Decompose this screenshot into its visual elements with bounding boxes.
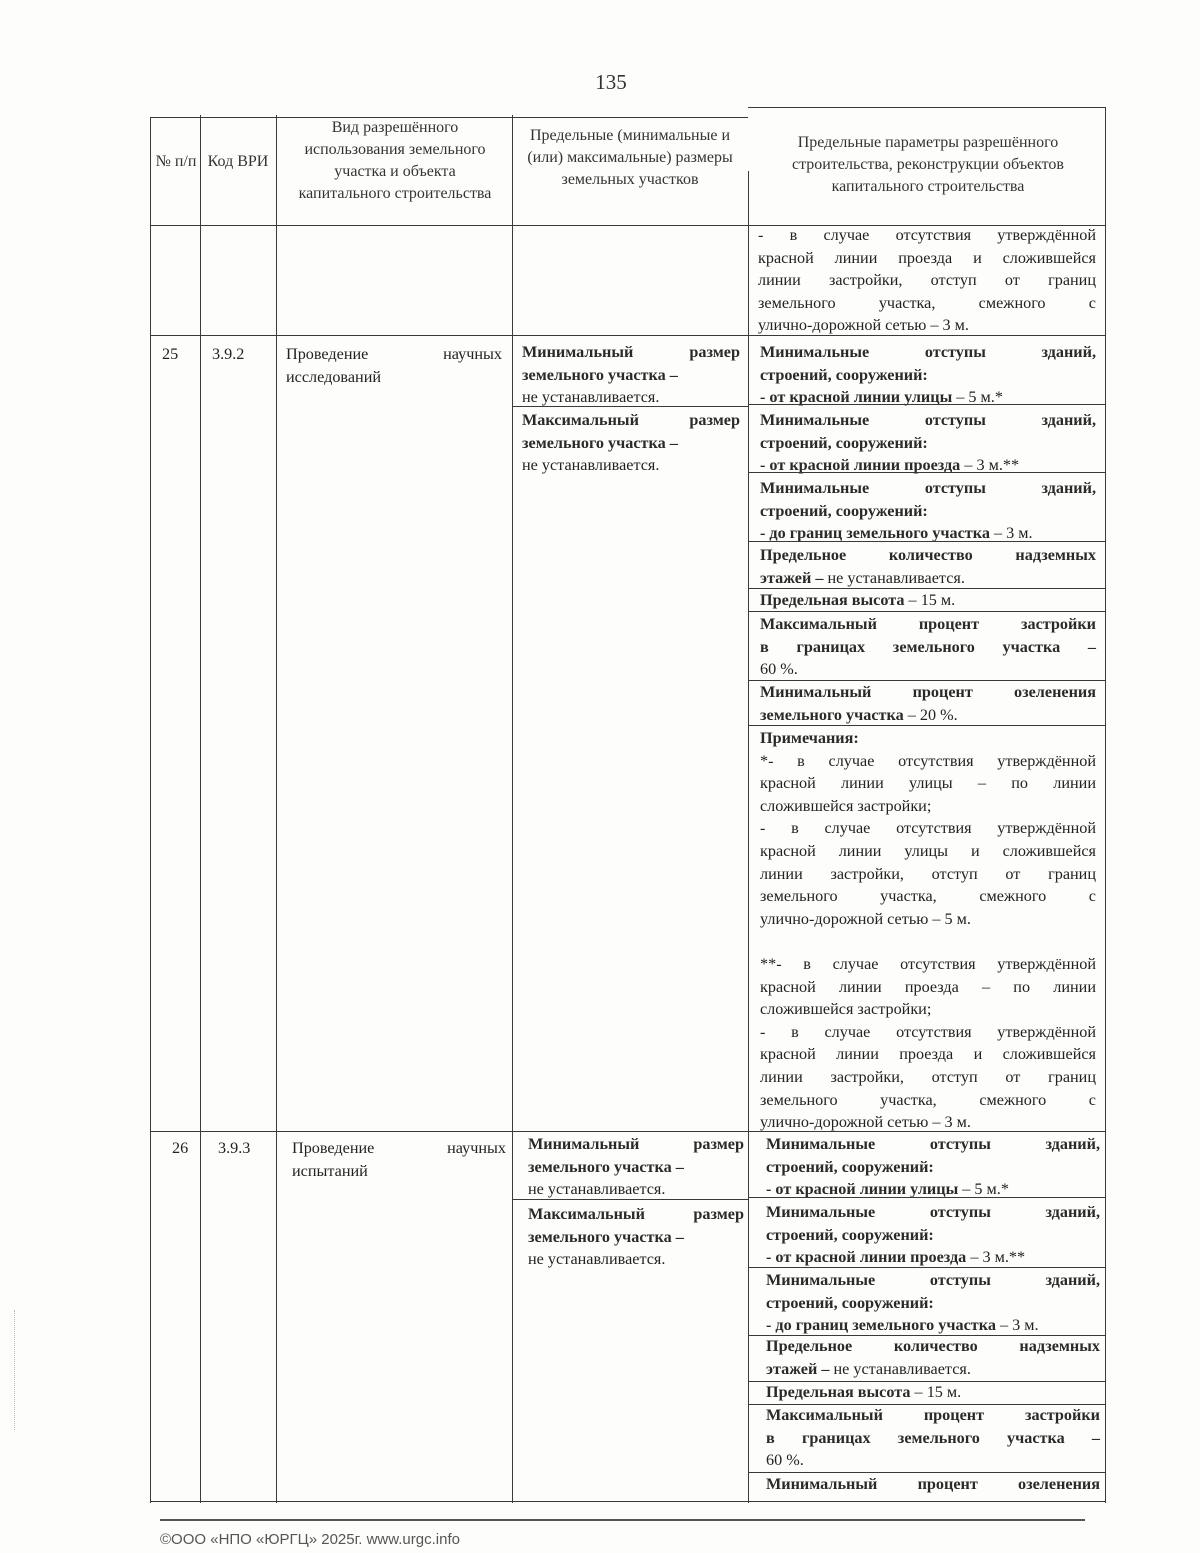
row-25-coverage: Максимальный процент застройки в границах земельного участка – 60 %. <box>760 615 1096 679</box>
row-25-min-size: Минимальный размер земельного участка – не устанавливается. <box>522 343 740 407</box>
row-26-min-size: Минимальный размер земельного участка – не устанавливается. <box>528 1135 744 1199</box>
cell-divider <box>748 472 1106 473</box>
header-params: Предельные параметры разрешённого строительства, реконструкции объектов капитального строительства <box>792 134 1064 195</box>
footer-copyright: ©ООО «НПО «ЮРГЦ» 2025г. www.urgc.info <box>160 1531 460 1548</box>
column-divider <box>276 115 277 1503</box>
row-26-setback-driveway: Минимальные отступы зданий, строений, сооружений: - от красной линии проезда – 3 м.** <box>766 1203 1100 1267</box>
cell-divider <box>748 725 1106 726</box>
row-25-greenery: Минимальный процент озеленения земельного участка – 20 %. <box>760 683 1096 724</box>
footer-rule <box>160 1519 1085 1521</box>
cell-divider <box>748 541 1106 542</box>
row-divider <box>150 335 1106 336</box>
header-code: Код ВРИ <box>207 153 269 170</box>
row-divider <box>150 1131 1106 1132</box>
table-border-left <box>150 117 151 1503</box>
row-25-code: 3.9.2 <box>212 345 245 363</box>
continuation-text: - в случае отсутствия утверждённой красной линии проезда и сложившейся линии застройки, отступ от границ земельного участка, смежного с улично-дорожной сетью – 3 м. <box>758 226 1096 335</box>
row-26-floors: Предельное количество надземных этажей – не устанавливается. <box>766 1337 1100 1378</box>
row-25-setback-street: Минимальные отступы зданий, строений, сооружений: - от красной линии улицы – 5 м.* <box>760 343 1096 407</box>
page-number: 135 <box>595 70 627 94</box>
cell-divider <box>512 1199 748 1200</box>
row-25-name: Проведение научных исследований <box>286 345 502 386</box>
regulation-table <box>150 107 1106 1503</box>
cell-divider <box>748 611 1106 612</box>
row-26-height: Предельная высота – 15 м. <box>766 1383 962 1401</box>
table-bottom-border <box>150 1501 1106 1502</box>
column-divider <box>200 115 201 1503</box>
row-25-floors: Предельное количество надземных этажей – не устанавливается. <box>760 546 1096 587</box>
header-top-border <box>748 107 1105 108</box>
table-border-right <box>1105 107 1106 1503</box>
cell-divider <box>512 406 748 407</box>
header-size: Предельные (минимальные и (или) максимальные) размеры земельных участков <box>527 127 733 188</box>
column-divider <box>748 171 749 1503</box>
row-25-number: 25 <box>162 345 179 363</box>
row-25-max-size: Максимальный размер земельного участка – не устанавливается. <box>522 411 740 475</box>
row-25-setback-boundary: Минимальные отступы зданий, строений, сооружений: - до границ земельного участка – 3 м. <box>760 479 1096 543</box>
row-26-name: Проведение научных испытаний <box>292 1139 506 1180</box>
cell-divider <box>748 404 1106 405</box>
row-26-setback-street: Минимальные отступы зданий, строений, сооружений: - от красной линии улицы – 5 м.* <box>766 1135 1100 1199</box>
row-25-notes: Примечания: *- в случае отсутствия утверждённой красной линии улицы – по линии сложившейся застройки; - в случае отсутствия утверждённой красной линии улицы и сложившейся линии застройки, отступ от границ земельного участка, смежного с улично-дорожной сетью – 5 м. **- в случае отсутствия утверждённой красной линии проезда – по линии сложившейся застройки; - в случае отсутствия утверждённой красной линии проезда и сложившейся линии застройки, отступ от границ земельного участка, смежного с улично-дорожной сетью – 3 м. <box>760 729 1096 1132</box>
header-number: № п/п <box>155 153 197 170</box>
row-26-setback-boundary: Минимальные отступы зданий, строений, сооружений: - до границ земельного участка – 3 м. <box>766 1271 1100 1335</box>
scan-margin-mark <box>14 1310 15 1430</box>
row-26-max-size: Максимальный размер земельного участка – не устанавливается. <box>528 1205 744 1269</box>
row-25-setback-driveway: Минимальные отступы зданий, строений, сооружений: - от красной линии проезда – 3 м.** <box>760 411 1096 475</box>
cell-divider <box>748 1197 1106 1198</box>
row-25-height: Предельная высота – 15 м. <box>760 591 956 609</box>
row-26-greenery: Минимальный процент озеленения <box>766 1475 1100 1493</box>
cell-divider <box>748 1267 1106 1268</box>
row-26-code: 3.9.3 <box>218 1139 251 1157</box>
row-26-coverage: Максимальный процент застройки в границах земельного участка – 60 %. <box>766 1406 1100 1470</box>
header-vri: Вид разрешённого использования земельного участка и объекта капитального строительства <box>298 119 492 202</box>
row-26-number: 26 <box>172 1139 189 1157</box>
column-divider <box>512 115 513 1503</box>
